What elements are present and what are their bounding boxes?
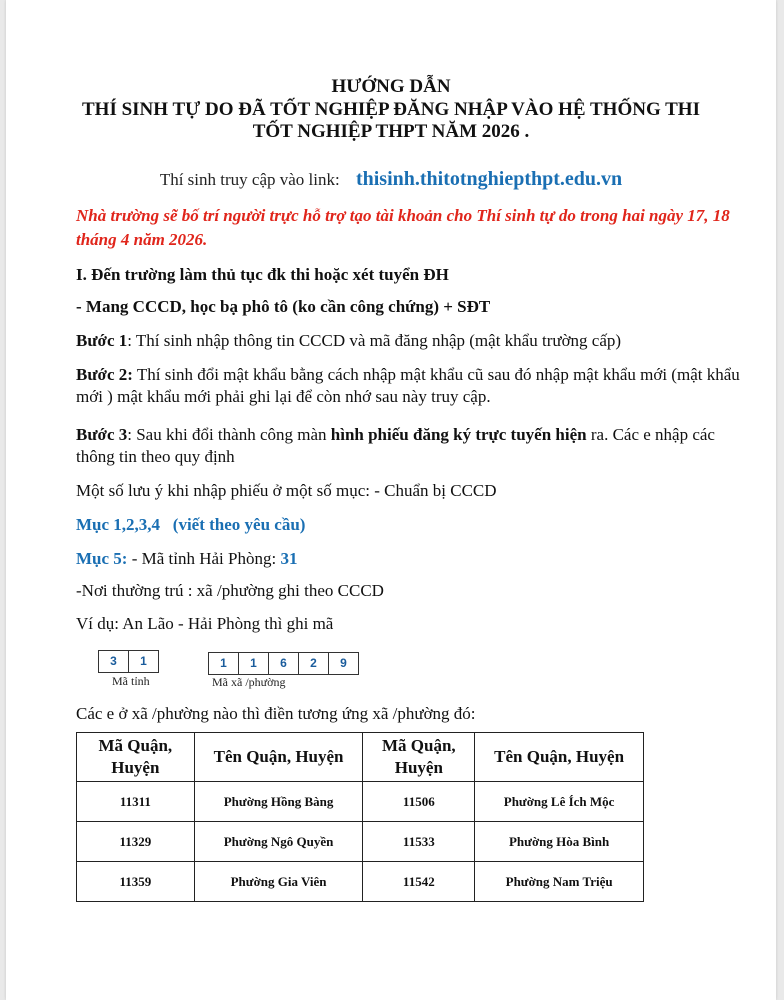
province-code-boxes — [98, 650, 159, 673]
muc-1-4 — [76, 514, 746, 536]
table-row — [77, 782, 644, 822]
section1-heading: I. Đến trường làm thủ tục đk thi hoặc xét tuyển ĐH — [76, 265, 449, 284]
doc-subtitle-line1: THÍ SINH TỰ DO ĐÃ TỐT NGHIỆP ĐĂNG NHẬP VÀO HỆ THỐNG THI — [82, 99, 700, 120]
table-cell: 11329 — [77, 822, 195, 862]
muc-5 — [76, 548, 746, 570]
step-3-bold: hình phiếu đăng ký trực tuyến hiện — [330, 425, 587, 444]
table-row — [77, 822, 644, 862]
bring-documents: - Mang CCCD, học bạ phô tô (ko cần công chứng) + SĐT — [76, 297, 491, 316]
digit-box: 9 — [340, 656, 347, 670]
access-row — [6, 168, 776, 191]
digit-box: 6 — [269, 653, 299, 674]
digit-box: 2 — [299, 653, 329, 674]
table-cell: 11359 — [77, 862, 195, 902]
table-cell: Phường Lê Ích Mộc — [475, 782, 644, 822]
ward-instruction: Các e ở xã /phường nào thì điền tương ứng xã /phường đó: — [76, 704, 476, 723]
ward-code-table — [76, 732, 644, 902]
ward-code-caption: Mã xã /phường — [212, 675, 286, 689]
muc-5-text: - Mã tỉnh Hải Phòng: — [127, 549, 281, 568]
step-2 — [76, 364, 746, 408]
document-page — [6, 0, 776, 1000]
step-2-label: Bước 2: — [76, 365, 133, 384]
step-1-label: Bước 1 — [76, 331, 128, 350]
digit-box: 1 — [140, 654, 147, 668]
muc-5-label: Mục 5: — [76, 549, 128, 568]
step-3-label: Bước 3 — [76, 425, 128, 444]
access-label: Thí sinh truy cập vào link: — [159, 170, 340, 189]
province-code-caption: Mã tỉnh — [112, 674, 150, 688]
table-cell: Phường Hồng Bàng — [194, 782, 363, 822]
table-cell: 11533 — [363, 822, 475, 862]
table-row — [77, 862, 644, 902]
step-1 — [76, 330, 746, 352]
digit-box: 1 — [239, 653, 269, 674]
step-3 — [76, 424, 746, 468]
table-cell: Phường Nam Triệu — [475, 862, 644, 902]
table-cell: Phường Gia Viên — [194, 862, 363, 902]
prep-note: Một số lưu ý khi nhập phiếu ở một số mục: - Chuẩn bị CCCD — [76, 481, 497, 500]
digit-box: 1 — [209, 653, 239, 674]
residence-note: -Nơi thường trú : xã /phường ghi theo CCCD — [76, 581, 384, 600]
example-note: Ví dụ: An Lão - Hải Phòng thì ghi mã — [76, 614, 334, 633]
support-notice: Nhà trường sẽ bố trí người trực hỗ trợ tạo tài khoản cho Thí sinh tự do trong hai ngày 17, 18 tháng 4 năm 2026. — [76, 206, 730, 249]
muc-1-label: Mục 1,2,3,4 — [76, 515, 161, 534]
muc-1-text: (viết theo yêu cầu) — [172, 515, 306, 534]
col-header-name: Tên Quận, Huyện — [194, 733, 363, 782]
doc-subtitle-line2: TỐT NGHIỆP THPT NĂM 2026 . — [252, 121, 530, 142]
province-code: 31 — [280, 549, 298, 568]
col-header-code: Mã Quận, Huyện — [77, 733, 195, 782]
table-cell: 11311 — [77, 782, 195, 822]
table-cell: 11542 — [363, 862, 475, 902]
access-link[interactable]: thisinh.thitotnghiepthpt.edu.vn — [355, 168, 623, 190]
step-3-text-a: : Sau khi đổi thành công màn — [127, 425, 331, 444]
digit-box: 3 — [99, 651, 129, 672]
doc-title: HƯỚNG DẪN — [331, 76, 451, 97]
table-cell: Phường Hòa Bình — [475, 822, 644, 862]
col-header-code: Mã Quận, Huyện — [363, 733, 475, 782]
table-header-row — [77, 733, 644, 782]
step-3-text-b: ra. Các e nhập các thông tin theo quy định — [76, 425, 715, 466]
step-2-text: Thí sinh đổi mật khẩu bằng cách nhập mật khẩu cũ sau đó nhập mật khẩu mới (mật khẩu mới ) mật khẩu mới phải ghi lại để còn nhớ sau này truy cập. — [76, 365, 740, 406]
table-cell: 11506 — [363, 782, 475, 822]
step-1-text: : Thí sinh nhập thông tin CCCD và mã đăng nhập (mật khẩu trường cấp) — [127, 331, 622, 350]
table-cell: Phường Ngô Quyền — [194, 822, 363, 862]
ward-code-boxes — [208, 652, 359, 675]
col-header-name: Tên Quận, Huyện — [475, 733, 644, 782]
